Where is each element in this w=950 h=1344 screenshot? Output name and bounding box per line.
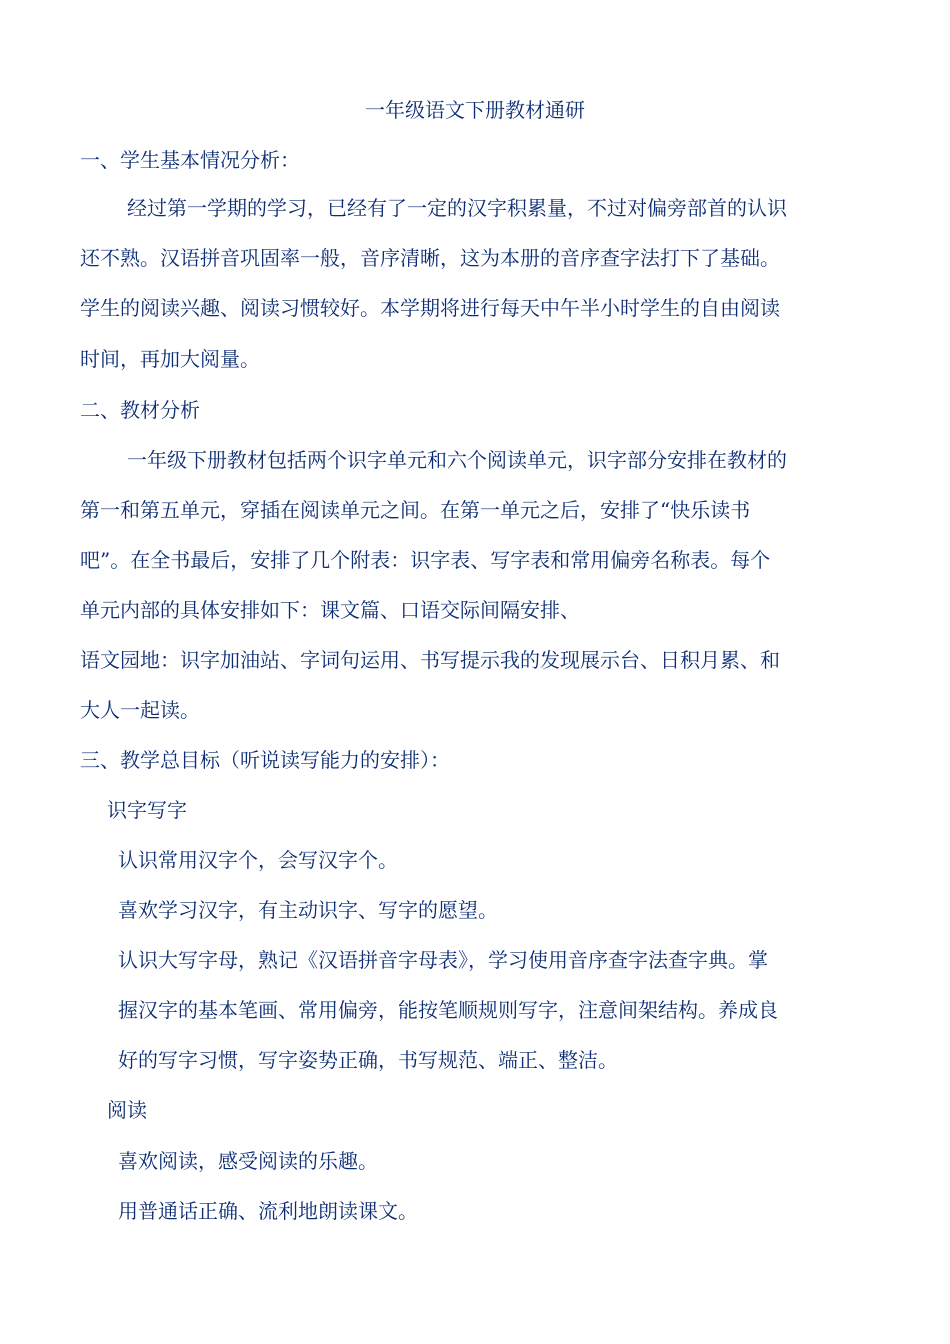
list-item: 喜欢阅读，感受阅读的乐趣。	[118, 1149, 378, 1173]
subsection-label-reading: 阅读	[107, 1098, 147, 1122]
list-item-continued: 好的写字习惯，写字姿势正确，书写规范、端正、整洁。	[118, 1048, 618, 1072]
paragraph-line: 时间，再加大阅量。	[80, 347, 260, 371]
paragraph-line: 语文园地：识字加油站、字词句运用、书写提示我的发现展示台、日积月累、和	[80, 648, 780, 672]
list-item: 认识大写字母，熟记《汉语拼音字母表》，学习使用音序查字法查字典。掌	[118, 948, 768, 972]
list-item-continued: 握汉字的基本笔画、常用偏旁，能按笔顺规则写字，注意间架结构。养成良	[118, 998, 778, 1022]
paragraph-line: 第一和第五单元，穿插在阅读单元之间。在第一单元之后，安排了“快乐读书	[80, 498, 751, 522]
paragraph-line: 经过第一学期的学习，已经有了一定的汉字积累量，不过对偏旁部首的认识	[127, 196, 787, 220]
section1-heading: 一、学生基本情况分析：	[80, 148, 300, 172]
paragraph-line: 吧”。在全书最后，安排了几个附表：识字表、写字表和常用偏旁名称表。每个	[80, 548, 771, 572]
list-item: 认识常用汉字个，会写汉字个。	[118, 848, 398, 872]
list-item: 用普通话正确、流利地朗读课文。	[118, 1199, 418, 1223]
document-title: 一年级语文下册教材通研	[365, 98, 585, 122]
paragraph-line: 还不熟。汉语拼音巩固率一般，音序清晰，这为本册的音序查字法打下了基础。	[80, 246, 780, 270]
paragraph-line: 单元内部的具体安排如下：课文篇、口语交际间隔安排、	[80, 598, 580, 622]
paragraph-line: 大人一起读。	[80, 698, 200, 722]
section2-heading: 二、教材分析	[80, 398, 200, 422]
section3-heading: 三、教学总目标（听说读写能力的安排）：	[80, 748, 450, 772]
list-item: 喜欢学习汉字，有主动识字、写字的愿望。	[118, 898, 498, 922]
subsection-label-literacy: 识字写字	[107, 798, 187, 822]
paragraph-line: 一年级下册教材包括两个识字单元和六个阅读单元，识字部分安排在教材的	[127, 448, 787, 472]
paragraph-line: 学生的阅读兴趣、阅读习惯较好。本学期将进行每天中午半小时学生的自由阅读	[80, 296, 780, 320]
